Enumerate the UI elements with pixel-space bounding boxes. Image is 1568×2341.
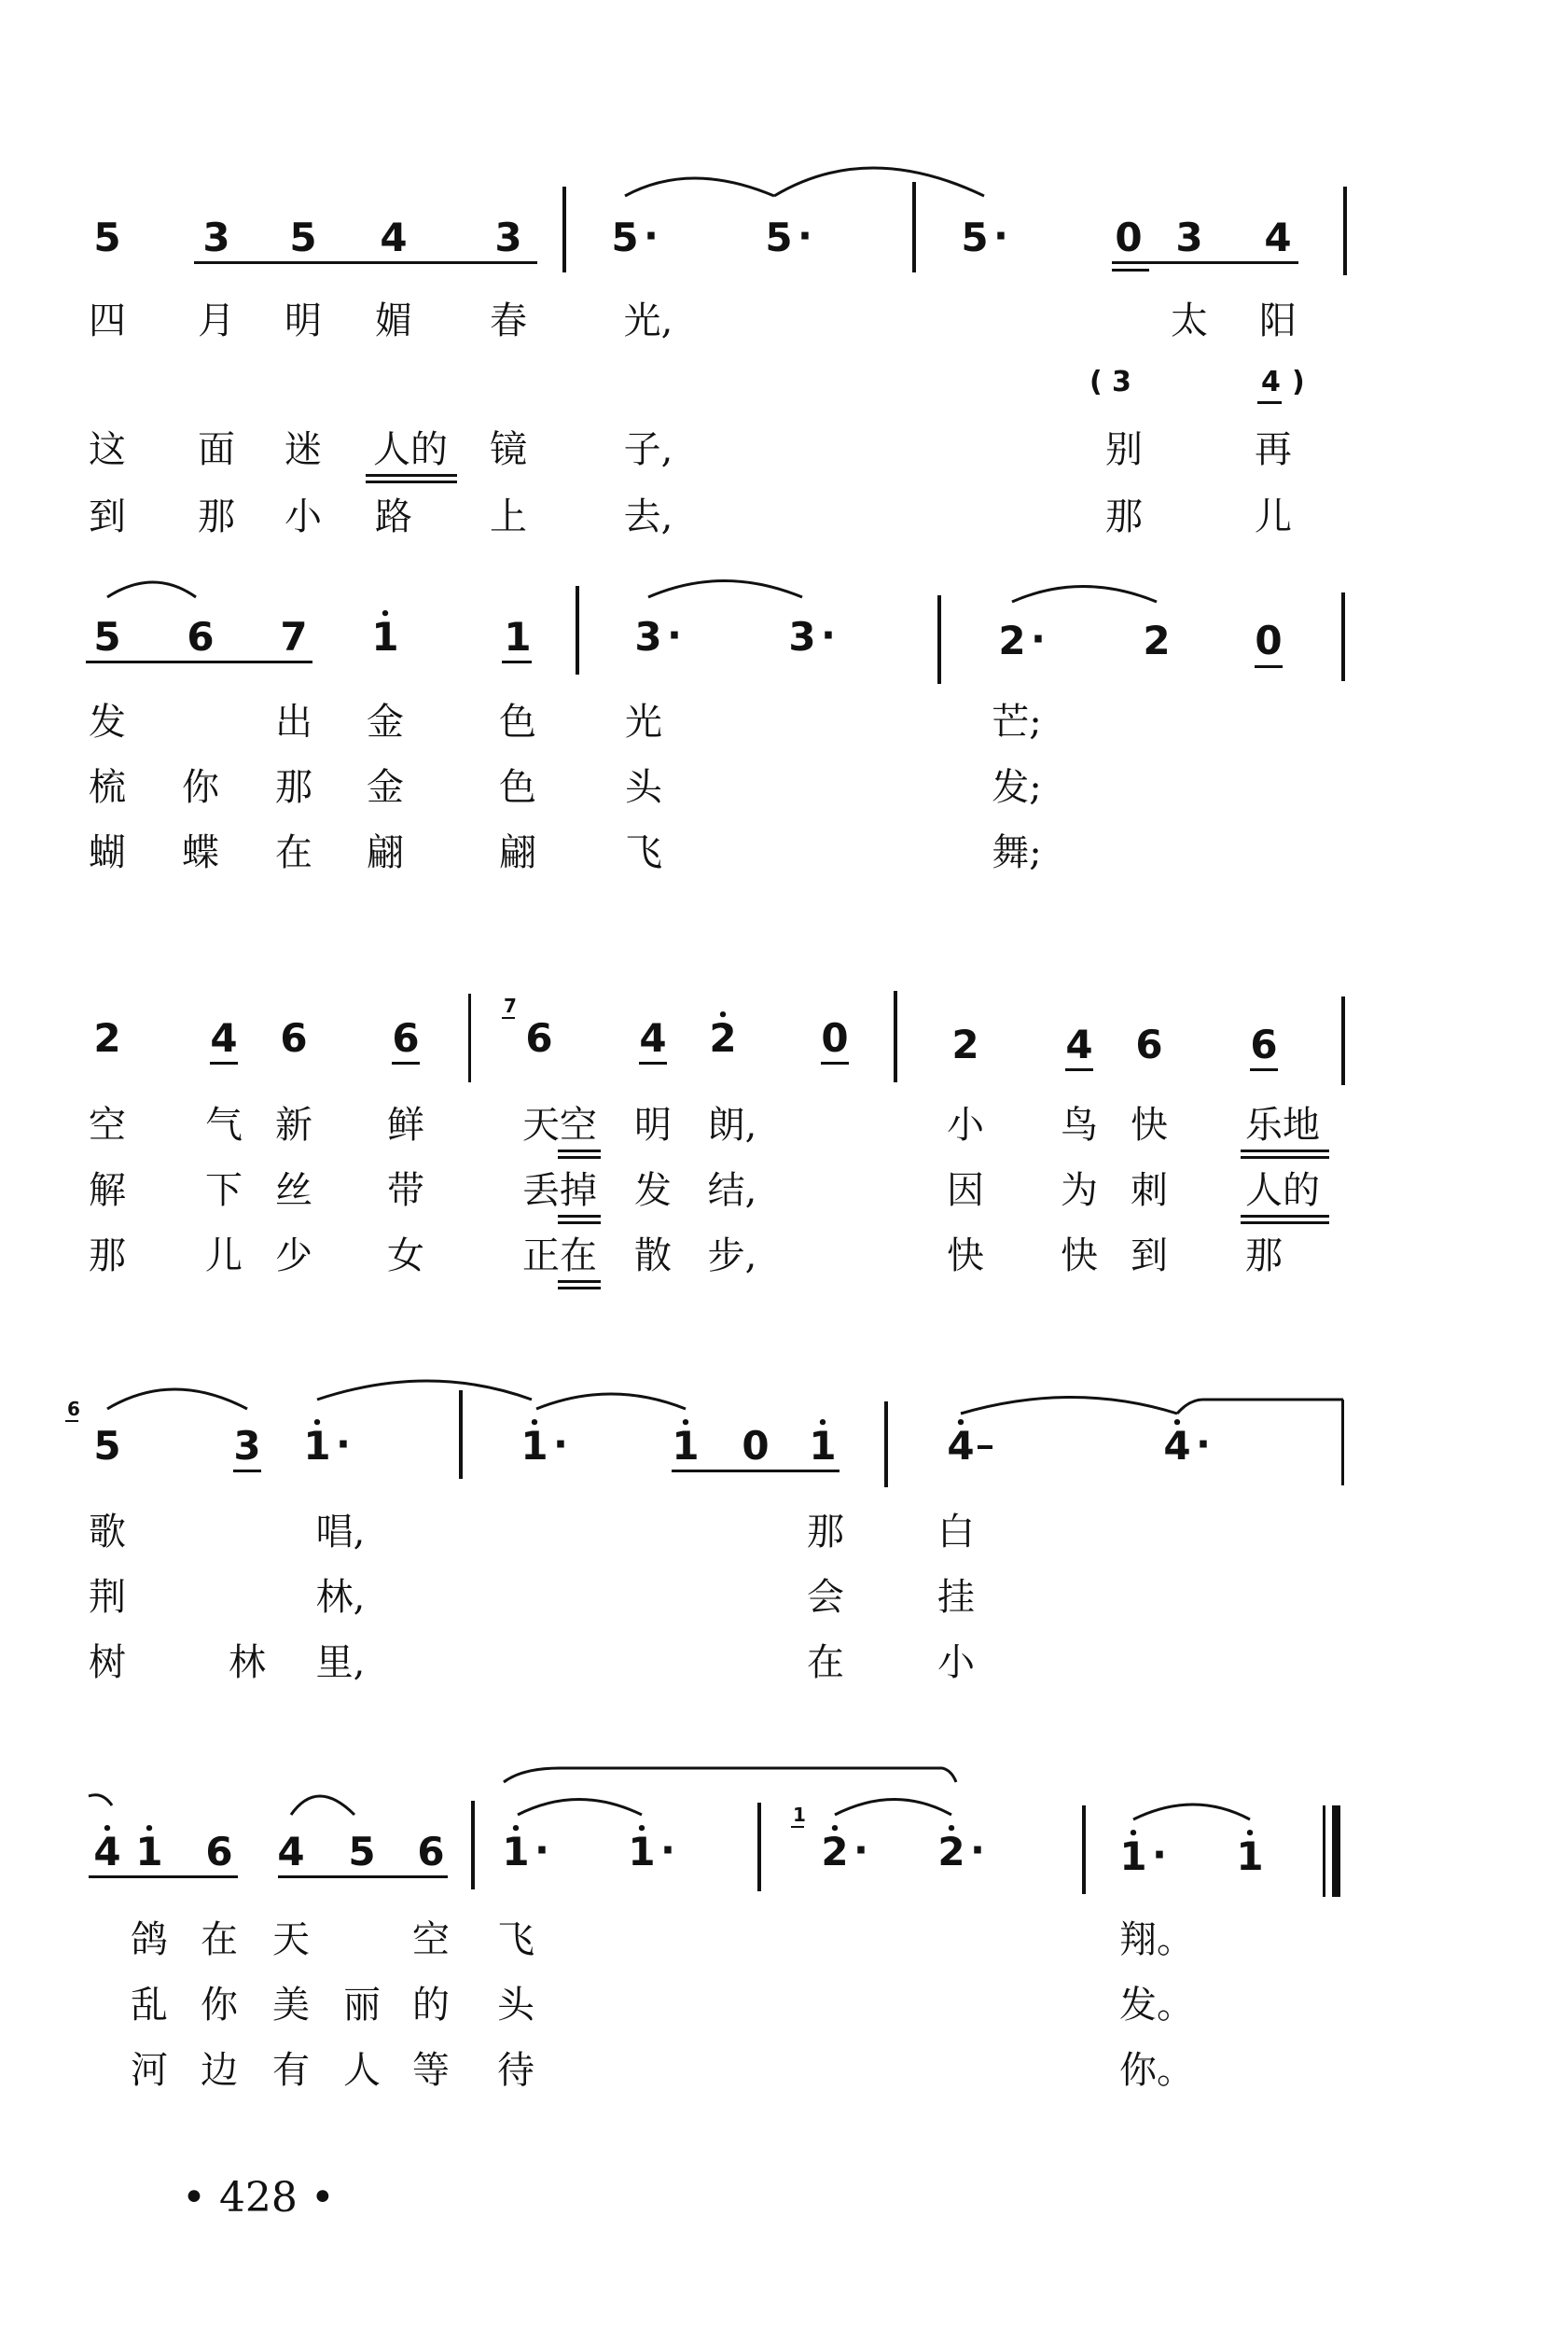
lyric: 快	[947, 1234, 984, 1277]
lyric: 人的	[373, 428, 448, 471]
note: • 1 ·	[488, 1829, 544, 1875]
lyric: 朗,	[707, 1104, 757, 1147]
note: • 1 ·	[614, 1829, 670, 1875]
lyric: 头	[497, 1984, 534, 2027]
lyric: 明	[284, 300, 322, 342]
lyric: 面	[198, 428, 235, 471]
lyric: 快	[1061, 1234, 1098, 1277]
lyric: 女	[387, 1234, 424, 1277]
lyric: 挂	[937, 1576, 975, 1619]
lyric: 这	[89, 428, 126, 471]
lyric: 梳	[89, 766, 126, 809]
note: • 1	[1222, 1833, 1278, 1880]
lyric: 光,	[623, 300, 673, 342]
note: 4	[1065, 1022, 1093, 1067]
note: 6	[392, 1015, 420, 1061]
lyric: 因	[947, 1169, 984, 1212]
grace-note: 6	[67, 1398, 80, 1420]
lyric: 少	[275, 1234, 312, 1277]
note: • 1	[121, 1829, 177, 1875]
tie-arc	[518, 1800, 642, 1816]
lyric: 发	[634, 1169, 672, 1212]
lyric: 等	[412, 2049, 450, 2092]
note: 5 ·	[947, 215, 1003, 261]
inserted-note: 3	[1112, 366, 1131, 398]
lyric: 新	[275, 1104, 312, 1147]
lyric: 你	[201, 1984, 238, 2027]
lyric: 乱	[131, 1984, 168, 2027]
lyric: 头	[625, 766, 662, 809]
note: 2 ·	[984, 618, 1040, 664]
lyric: 待	[497, 2049, 534, 2092]
note: 6	[187, 614, 215, 660]
lyric: 人	[343, 2049, 381, 2092]
lyric: 那	[89, 1234, 126, 1277]
lyric: 到	[1131, 1234, 1168, 1277]
lyric: 春	[490, 300, 527, 342]
lyric: 明	[634, 1104, 672, 1147]
lyric: 翩	[499, 831, 536, 874]
tie-arc	[317, 1381, 532, 1400]
note: • 4 ·	[1149, 1423, 1205, 1470]
lyric: 月	[198, 300, 235, 342]
lyric: 白	[937, 1511, 975, 1554]
note: 4	[277, 1829, 305, 1874]
lyric: 空	[412, 1918, 450, 1961]
lyric: 空	[89, 1104, 126, 1147]
note: • 4	[79, 1829, 135, 1875]
tie-arc	[536, 1394, 686, 1409]
paren-close: )	[1292, 366, 1305, 398]
lyric: 翩	[367, 831, 404, 874]
lyric: 在	[201, 1918, 238, 1961]
note: 5	[93, 215, 121, 260]
lyric: 迷	[284, 428, 322, 471]
note: 5 ·	[597, 215, 653, 261]
lyric: 河	[131, 2049, 168, 2092]
note: • 1	[357, 614, 413, 661]
lyric: 的	[412, 1984, 450, 2027]
lyric: 镜	[490, 428, 527, 471]
page-number: • 428 •	[182, 2174, 335, 2222]
note: 6	[1250, 1022, 1278, 1067]
lyric: 小	[937, 1641, 975, 1684]
note: 3	[202, 215, 230, 260]
lyric: 太	[1171, 300, 1208, 342]
note: 5 ·	[751, 215, 807, 261]
tie-arc-continued	[1177, 1400, 1343, 1414]
tie-arc-continuation	[89, 1795, 112, 1805]
lyric: 树	[89, 1641, 126, 1684]
note: 0	[1255, 618, 1283, 663]
lyric: 小	[284, 495, 322, 538]
note: 6	[1135, 1022, 1163, 1067]
note: 6	[280, 1015, 308, 1061]
paren-open: (	[1089, 366, 1103, 398]
lyric: 林	[229, 1641, 266, 1684]
slur-arc	[291, 1796, 354, 1815]
note: 0	[821, 1015, 849, 1061]
lyric: 为	[1061, 1169, 1098, 1212]
lyric: 丢掉	[522, 1169, 597, 1212]
lyric: 刺	[1131, 1169, 1168, 1212]
lyric: 边	[201, 2049, 238, 2092]
lyric: 鸟	[1061, 1104, 1098, 1147]
lyric: 人的	[1245, 1169, 1320, 1212]
lyric: 正在	[522, 1234, 597, 1277]
note: 3 ·	[620, 614, 676, 661]
lyric: 结,	[707, 1169, 757, 1212]
lyric: 解	[89, 1169, 126, 1212]
note: 6	[525, 1015, 553, 1061]
lyric: 你。	[1119, 2049, 1194, 2092]
lyric: 会	[807, 1576, 844, 1619]
note: 5	[93, 614, 121, 660]
lyric: 下	[205, 1169, 243, 1212]
lyric: 儿	[1255, 495, 1292, 538]
lyric: 荆	[89, 1576, 126, 1619]
note: • 2	[695, 1015, 751, 1062]
grace-note: 1	[793, 1804, 806, 1826]
note: 5	[348, 1829, 376, 1874]
lyric: 别	[1105, 428, 1143, 471]
lyric: 唱,	[315, 1511, 366, 1554]
note: 1	[504, 614, 532, 660]
tie-arc	[774, 168, 984, 196]
note: • 4	[933, 1423, 989, 1470]
lyric: 乐地	[1245, 1104, 1320, 1147]
lyric: 光	[625, 701, 662, 744]
note: 3 ·	[774, 614, 830, 661]
lyric: 有	[272, 2049, 310, 2092]
note: 4	[380, 215, 408, 260]
note: 2	[951, 1022, 979, 1067]
lyric: 上	[490, 495, 527, 538]
lyric: 色	[499, 701, 536, 744]
tie-arc	[625, 178, 774, 196]
lyric: 去,	[623, 495, 673, 538]
lyric: 阳	[1259, 300, 1297, 342]
lyric: 步,	[707, 1234, 757, 1277]
note: 0	[742, 1423, 770, 1469]
tie-arc	[835, 1800, 951, 1816]
inserted-note: 4	[1261, 366, 1281, 398]
lyric: 带	[387, 1169, 424, 1212]
lyric: 林,	[315, 1576, 366, 1619]
lyric: 蝶	[182, 831, 219, 874]
lyric: 蝴	[89, 831, 126, 874]
note: 3	[233, 1423, 261, 1469]
note: • 1	[658, 1423, 714, 1470]
note: • 1 ·	[506, 1423, 562, 1470]
lyric: 芒;	[992, 701, 1042, 744]
lyric: 翔。	[1119, 1918, 1194, 1961]
lyric: 在	[275, 831, 312, 874]
lyric: 那	[807, 1511, 844, 1554]
lyric: 飞	[625, 831, 662, 874]
lyric: 小	[947, 1104, 984, 1147]
tie-arc	[961, 1398, 1177, 1414]
lyric: 快	[1131, 1104, 1168, 1147]
note: 3	[1175, 215, 1203, 260]
note: 3	[494, 215, 522, 260]
note: • 1 ·	[1105, 1833, 1161, 1880]
lyric: 天空	[522, 1104, 597, 1147]
lyric: 子,	[623, 428, 673, 471]
lyric: 四	[89, 300, 126, 342]
lyric: 金	[367, 701, 404, 744]
note: 6	[417, 1829, 445, 1874]
lyric: 美	[272, 1984, 310, 2027]
note: 2	[93, 1015, 121, 1061]
lyric: 你	[182, 766, 219, 809]
lyric: 再	[1255, 428, 1292, 471]
tie-arc	[1012, 587, 1157, 603]
note: • 2 ·	[807, 1829, 863, 1875]
lyric: 丽	[343, 1984, 381, 2027]
note: 5	[93, 1423, 121, 1469]
note: 6	[205, 1829, 233, 1874]
note: 0	[1115, 215, 1143, 260]
lyric: 气	[205, 1104, 243, 1147]
lyric: 到	[89, 495, 126, 538]
note: • 1 ·	[289, 1423, 345, 1470]
lyric: 丝	[275, 1169, 312, 1212]
lyric: 那	[1105, 495, 1143, 538]
lyric: 天	[272, 1918, 310, 1961]
lyric: 发	[89, 701, 126, 744]
lyric: 色	[499, 766, 536, 809]
lyric: 路	[375, 495, 412, 538]
grace-note: 7	[504, 995, 517, 1017]
lyric: 鸽	[131, 1918, 168, 1961]
lyric: 那	[198, 495, 235, 538]
long-slur	[504, 1768, 956, 1782]
note: • 2 ·	[923, 1829, 979, 1875]
lyric: 那	[275, 766, 312, 809]
note: 4	[210, 1015, 238, 1061]
lyric: 在	[807, 1641, 844, 1684]
lyric: 歌	[89, 1511, 126, 1554]
lyric: 发。	[1119, 1984, 1194, 2027]
note: 4	[1264, 215, 1292, 260]
lyric: 那	[1245, 1234, 1283, 1277]
lyric: 飞	[497, 1918, 534, 1961]
lyric: 媚	[375, 300, 412, 342]
tie-arc	[1133, 1805, 1250, 1819]
slur-arc	[107, 1389, 247, 1409]
note: 5	[289, 215, 317, 260]
lyric: 出	[275, 701, 312, 744]
lyric: 鲜	[387, 1104, 424, 1147]
tie-arc	[648, 581, 802, 598]
lyric: 金	[367, 766, 404, 809]
note: 2	[1143, 618, 1171, 663]
lyric: 里,	[315, 1641, 366, 1684]
note: 7	[280, 614, 308, 660]
lyric: 发;	[992, 766, 1042, 809]
slur-arc	[107, 582, 196, 597]
lyric: 儿	[205, 1234, 243, 1277]
lyric: 舞;	[992, 831, 1042, 874]
lyric: 散	[634, 1234, 672, 1277]
note: 4	[639, 1015, 667, 1061]
note: • 1	[795, 1423, 851, 1470]
